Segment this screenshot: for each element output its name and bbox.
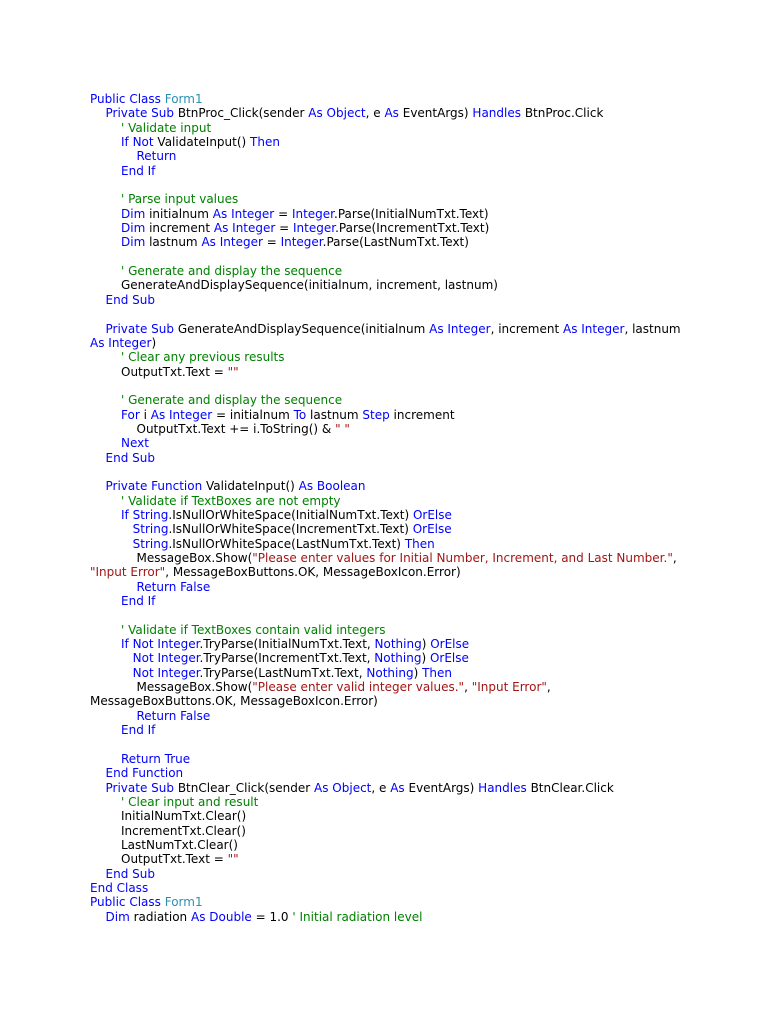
code-keyword: Return False: [136, 579, 211, 594]
code-line: [90, 881, 690, 895]
code-string: "": [227, 364, 239, 379]
code-keyword: End If: [121, 163, 156, 178]
code-listing: [90, 92, 690, 924]
code-text: ): [151, 335, 157, 350]
code-keyword: Not Integer: [132, 651, 200, 666]
code-text: , MessageBoxButtons.OK, MessageBoxIcon.Error): [165, 565, 461, 580]
code-line: [90, 565, 690, 579]
code-line: [90, 580, 690, 594]
code-line: [90, 408, 690, 422]
code-line: [90, 235, 690, 249]
code-line: [90, 365, 690, 379]
code-line: [90, 508, 690, 522]
code-line: [90, 178, 690, 192]
code-text: GenerateAndDisplaySequence(initialnum, increment, lastnum): [121, 278, 498, 293]
code-text: radiation: [133, 909, 191, 924]
code-line: [90, 537, 690, 551]
code-keyword: End Sub: [105, 450, 155, 465]
code-text: IncrementTxt.Clear(): [121, 823, 246, 838]
code-line: [90, 666, 690, 680]
code-line: [90, 867, 690, 881]
code-keyword: Then: [404, 536, 435, 551]
code-keyword: Dim: [121, 206, 150, 221]
code-line: [90, 852, 690, 866]
code-line: [90, 422, 690, 436]
code-text: BtnProc_Click(sender: [177, 106, 309, 121]
code-string: "": [227, 852, 239, 867]
code-keyword: Next: [121, 436, 149, 451]
code-text: .Parse(LastNumTxt.Text): [322, 235, 469, 250]
code-line: [90, 451, 690, 465]
code-keyword: If Not: [121, 135, 158, 150]
code-text: .IsNullOrWhiteSpace(InitialNumTxt.Text): [168, 507, 413, 522]
code-text: GenerateAndDisplaySequence(initialnum: [177, 321, 430, 336]
code-keyword: As Double: [190, 909, 256, 924]
code-keyword: OrElse: [412, 522, 452, 537]
code-keyword: As Integer: [562, 321, 625, 336]
code-keyword: End If: [121, 723, 156, 738]
code-line: [90, 623, 690, 637]
code-line: [90, 895, 690, 909]
code-line: [90, 752, 690, 766]
code-text: OutputTxt.Text =: [121, 852, 228, 867]
code-line: [90, 207, 690, 221]
code-text: MessageBox.Show(: [136, 680, 253, 695]
code-comment: ' Initial radiation level: [292, 909, 423, 924]
code-keyword: As Integer: [212, 206, 279, 221]
code-line: [90, 781, 690, 795]
code-text: OutputTxt.Text =: [121, 364, 228, 379]
code-keyword: As Integer: [213, 221, 280, 236]
code-text: .IsNullOrWhiteSpace(LastNumTxt.Text): [168, 536, 405, 551]
code-keyword: Nothing: [374, 637, 422, 652]
code-text: =: [266, 235, 281, 250]
code-keyword: Dim: [121, 221, 150, 236]
code-line: [90, 307, 690, 321]
code-keyword: If Not Integer: [121, 637, 200, 652]
code-keyword: Private Sub: [105, 321, 178, 336]
code-keyword: OrElse: [412, 507, 452, 522]
code-keyword: End If: [121, 594, 156, 609]
code-keyword: As Integer: [90, 335, 152, 350]
code-type-name: Form1: [164, 92, 203, 106]
code-keyword: String: [132, 522, 169, 537]
code-keyword: As Integer: [201, 235, 267, 250]
code-string: "Please enter valid integer values.": [252, 680, 465, 695]
code-keyword: End Function: [105, 766, 184, 781]
code-text: MessageBox.Show(: [136, 551, 253, 565]
code-text: EventArgs): [408, 780, 479, 795]
code-keyword: If String: [121, 507, 169, 522]
code-comment: ' Generate and display the sequence: [121, 264, 343, 279]
code-text: ValidateInput(): [157, 135, 251, 150]
code-line: [90, 336, 690, 350]
code-keyword: As Integer: [429, 321, 491, 336]
code-text: .TryParse(InitialNumTxt.Text,: [199, 637, 375, 652]
code-line: [90, 494, 690, 508]
code-text: lastnum: [310, 407, 363, 422]
code-keyword: Return: [136, 149, 177, 164]
code-comment: ' Parse input values: [121, 192, 239, 207]
code-keyword: As: [384, 106, 403, 121]
code-text: = initialnum: [216, 407, 294, 422]
code-keyword: To: [293, 407, 311, 422]
code-line: [90, 594, 690, 608]
code-comment: ' Validate input: [121, 120, 212, 135]
code-line: [90, 737, 690, 751]
code-keyword: As Object: [314, 780, 372, 795]
code-keyword: End Sub: [105, 866, 155, 881]
code-keyword: Private Sub: [105, 106, 178, 121]
code-line: [90, 250, 690, 264]
code-line: [90, 121, 690, 135]
code-string: "Input Error": [471, 680, 547, 695]
code-keyword: As: [390, 780, 409, 795]
code-keyword: End Sub: [105, 292, 155, 307]
code-text: i: [143, 407, 151, 422]
code-line: [90, 436, 690, 450]
code-text: =: [278, 206, 292, 221]
code-text: .Parse(InitialNumTxt.Text): [334, 206, 489, 221]
code-line: [90, 379, 690, 393]
code-line: [90, 106, 690, 120]
code-keyword: Integer: [291, 206, 335, 221]
code-text: lastnum: [149, 235, 202, 250]
code-keyword: Return True: [121, 751, 191, 766]
code-line: [90, 479, 690, 493]
code-keyword: Integer: [280, 235, 323, 250]
code-line: [90, 522, 690, 536]
code-line: [90, 637, 690, 651]
code-keyword: For: [121, 407, 144, 422]
code-line: [90, 293, 690, 307]
code-line: [90, 795, 690, 809]
code-text: OutputTxt.Text += i.ToString() &: [136, 421, 336, 436]
code-line: [90, 723, 690, 737]
code-text: .IsNullOrWhiteSpace(IncrementTxt.Text): [168, 522, 413, 537]
code-text: , lastnum: [624, 321, 681, 336]
code-text: ): [413, 665, 423, 680]
code-line: [90, 551, 690, 565]
code-text: EventArgs): [402, 106, 473, 121]
code-text: = 1.0: [255, 909, 293, 924]
code-text: =: [279, 221, 294, 236]
code-keyword: Dim: [105, 909, 134, 924]
code-line: [90, 766, 690, 780]
code-keyword: Private Sub: [105, 780, 178, 795]
code-keyword: As Object: [308, 106, 366, 121]
code-keyword: Dim: [121, 235, 150, 250]
code-keyword: Public Class: [90, 92, 165, 106]
code-keyword: Public Class: [90, 895, 165, 910]
code-text: BtnProc.Click: [524, 106, 604, 121]
code-line: [90, 322, 690, 336]
code-line: [90, 694, 690, 708]
code-line: [90, 465, 690, 479]
code-line: [90, 709, 690, 723]
code-line: [90, 135, 690, 149]
code-text: MessageBoxButtons.OK, MessageBoxIcon.Error): [90, 694, 378, 709]
code-keyword: End Class: [90, 880, 149, 895]
code-line: [90, 651, 690, 665]
code-text: increment: [149, 221, 214, 236]
code-text: ,: [464, 680, 472, 695]
code-text: ): [421, 637, 431, 652]
code-keyword: As Integer: [150, 407, 216, 422]
code-type-name: Form1: [164, 895, 203, 910]
code-keyword: OrElse: [430, 637, 470, 652]
code-line: [90, 838, 690, 852]
code-line: [90, 164, 690, 178]
code-keyword: Then: [422, 665, 452, 680]
code-line: [90, 393, 690, 407]
code-line: [90, 278, 690, 292]
code-keyword: As Boolean: [298, 479, 366, 494]
code-keyword: Return False: [136, 708, 211, 723]
code-text: LastNumTxt.Clear(): [121, 837, 238, 852]
code-string: "Please enter values for Initial Number, Increment, and Last Number.": [252, 551, 673, 565]
code-keyword: Private Function: [105, 479, 207, 494]
code-line: [90, 149, 690, 163]
code-line: [90, 192, 690, 206]
code-text: , increment: [490, 321, 563, 336]
code-text: increment: [393, 407, 455, 422]
code-line: [90, 608, 690, 622]
code-text: , e: [371, 780, 391, 795]
code-text: , e: [365, 106, 385, 121]
code-text: initialnum: [149, 206, 213, 221]
code-line: [90, 910, 690, 924]
code-keyword: String: [132, 536, 169, 551]
code-text: .TryParse(IncrementTxt.Text,: [199, 651, 375, 666]
code-text: ,: [546, 680, 551, 695]
code-string: "Input Error": [90, 565, 166, 580]
code-keyword: Step: [362, 407, 394, 422]
code-line: [90, 680, 690, 694]
code-text: BtnClear.Click: [530, 780, 614, 795]
code-text: InitialNumTxt.Clear(): [121, 809, 247, 824]
code-line: [90, 824, 690, 838]
code-line: [90, 264, 690, 278]
code-comment: ' Validate if TextBoxes are not empty: [121, 493, 341, 508]
code-keyword: Handles: [472, 106, 525, 121]
code-line: [90, 350, 690, 364]
code-keyword: Handles: [478, 780, 531, 795]
code-comment: ' Clear any previous results: [121, 350, 285, 365]
code-comment: ' Generate and display the sequence: [121, 393, 343, 408]
code-text: ValidateInput(): [206, 479, 299, 494]
code-keyword: Not Integer: [132, 665, 200, 680]
code-text: ,: [672, 551, 677, 565]
code-keyword: Then: [250, 135, 280, 150]
code-text: ): [421, 651, 430, 666]
code-line: [90, 92, 690, 106]
code-line: [90, 221, 690, 235]
code-keyword: OrElse: [429, 651, 469, 666]
code-string: " ": [335, 421, 350, 436]
code-comment: ' Clear input and result: [121, 794, 259, 809]
code-text: BtnClear_Click(sender: [177, 780, 315, 795]
code-text: .Parse(IncrementTxt.Text): [335, 221, 490, 236]
code-comment: ' Validate if TextBoxes contain valid integers: [121, 622, 386, 637]
code-text: .TryParse(LastNumTxt.Text,: [199, 665, 367, 680]
code-line: [90, 809, 690, 823]
code-keyword: Integer: [293, 221, 336, 236]
code-keyword: Nothing: [374, 651, 422, 666]
code-keyword: Nothing: [366, 665, 414, 680]
